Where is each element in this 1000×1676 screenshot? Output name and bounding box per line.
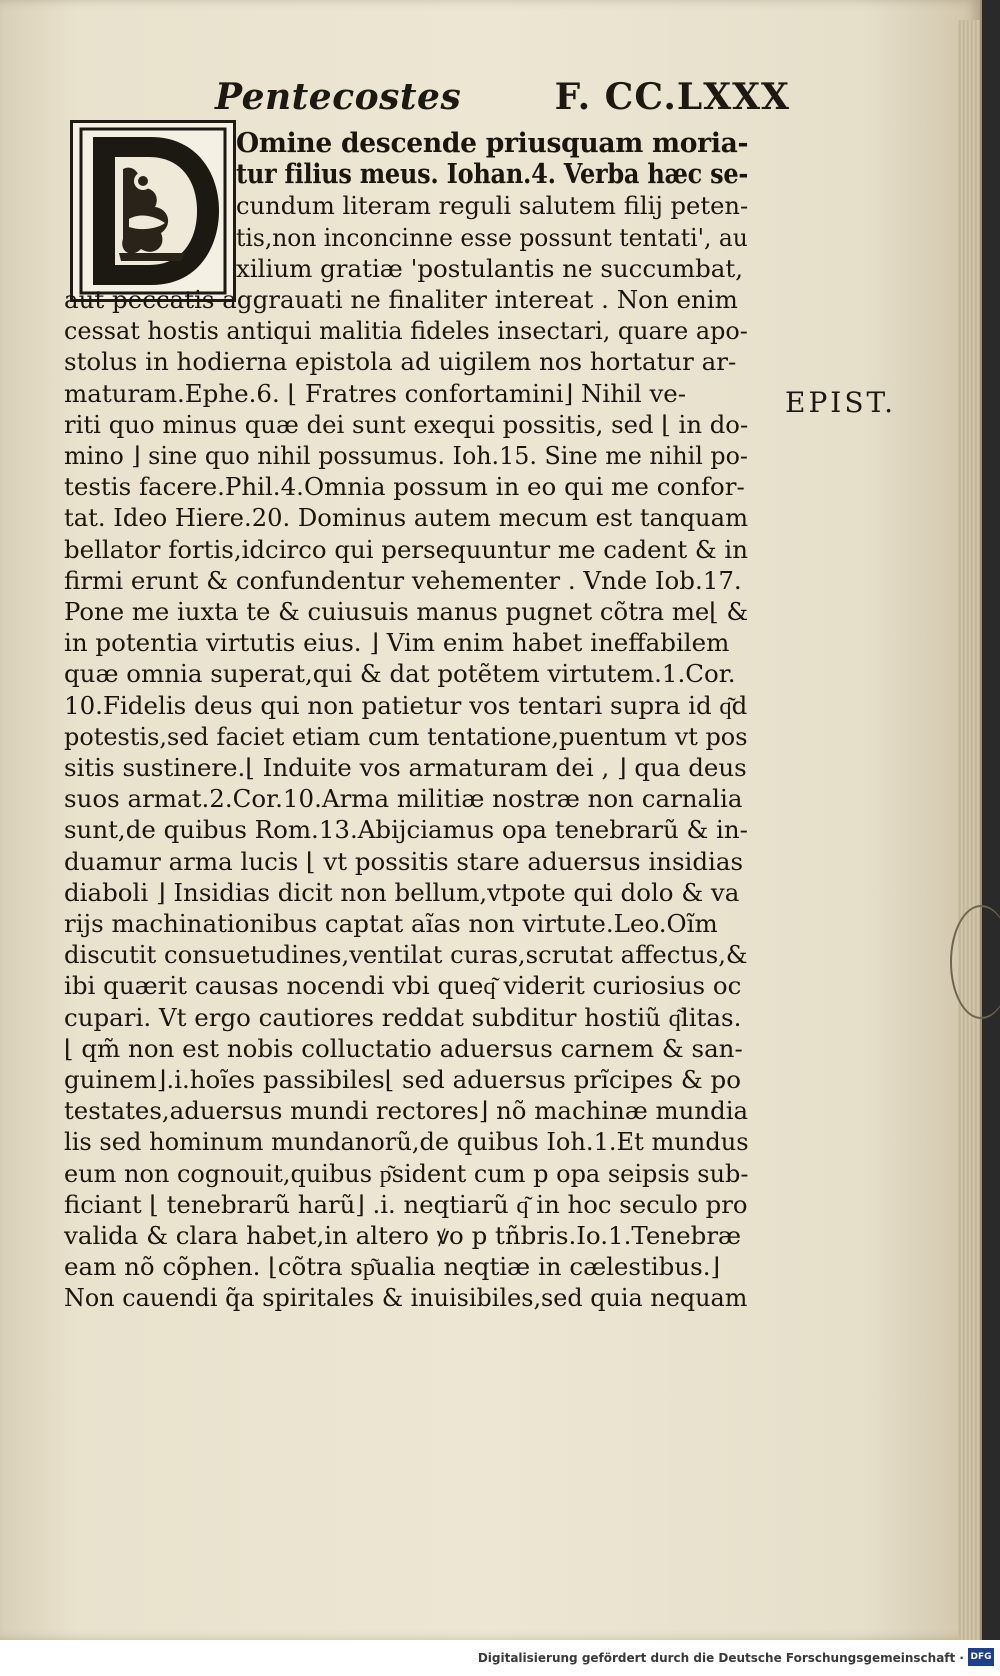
text-line: ibi quærit causas nocendi vbi queq͂ viderit curiosius oc [64,971,742,1000]
text-line: aut peccatis aggrauati ne finaliter intereat . Non enim [64,285,738,314]
text-line: tat. Ideo Hiere.20. Dominus autem mecum est tanquam [64,503,749,532]
text-line: maturam.Ephe.6. ⌊ Fratres confortamini⌋ Nihil ve- [64,379,687,408]
text-line: cundum literam reguli salutem filij peten- [236,191,749,220]
text-line: ⌊ qm̃ non est nobis colluctatio aduersus carnem & san- [64,1034,743,1063]
text-line: cupari. Vt ergo cautiores reddat subditur hostiũ q͂litas. [64,1003,742,1032]
footer-bar [0,1640,1000,1676]
running-title: Pentecostes [215,76,462,118]
text-line: quæ omnia superat,qui & dat potẽtem virtutem.1.Cor. [64,659,736,688]
text-line: valida & clara habet,in altero ꝟo p tñbris.Io.1.Tenebræ [64,1221,742,1250]
text-line: potestis,sed faciet etiam cum tentatione,puentum vt pos [64,722,748,751]
text-line: xilium gratiæ 'postulantis ne succumbat, [236,254,744,283]
text-line: eum non cognouit,quibus p͂sident cum p opa seipsis sub- [64,1159,749,1188]
text-line: sitis sustinere.⌊ Induite vos armaturam dei , ⌋ qua deus [64,753,747,782]
text-line: tur filius meus. Iohan.4. Verba hæc se- [236,159,749,190]
text-line: stolus in hodierna epistola ad uigilem nos hortatur ar- [64,347,737,376]
text-line: suos armat.2.Cor.10.Arma militiæ nostræ non carnalia [64,784,743,813]
text-line: in potentia virtutis eius. ⌋ Vim enim habet ineffabilem [64,628,730,657]
folio-number: F. CC.LXXX [554,76,790,118]
text-line: diaboli ⌋ Insidias dicit non bellum,vtpote qui dolo & va [64,878,740,907]
text-line: testates,aduersus mundi rectores⌋ nõ machinæ mundia [64,1096,749,1125]
text-line: tis,non inconcinne esse possunt tentati', au [236,223,748,252]
text-line: Non cauendi q̃a spiritales & inuisibiles,sed quia nequam [64,1283,748,1312]
dfg-logo-icon: DFG [968,1648,994,1666]
text-line: Pone me iuxta te & cuiusuis manus pugnet cõtra me⌊ & [64,597,749,626]
funding-credit: Digitalisierung gefördert durch die Deutsche Forschungsgemeinschaft · [477,1651,964,1665]
margin-note-epist: EPIST. [785,386,896,419]
text-line: rijs machinationibus captat aĩas non virtute.Leo.Oĩm [64,909,718,938]
text-line: testis facere.Phil.4.Omnia possum in eo qui me confor- [64,472,745,501]
text-line: firmi erunt & confundentur vehementer . Vnde Iob.17. [64,566,742,595]
text-line: Omine descende priusquam moria- [236,128,749,159]
text-line: ficiant ⌊ tenebrarũ harũ⌋ .i. neqtiarũ q͂ in hoc seculo pro [64,1190,748,1219]
text-line: eam nõ cõphen. ⌊cõtra sp͂ualia neqtiæ in cælestibus.⌋ [64,1252,721,1281]
text-line: sunt,de quibus Rom.13.Abijciamus opa tenebrarũ & in- [64,815,748,844]
text-line: riti quo minus quæ dei sunt exequi possitis, sed ⌊ in do- [64,410,749,439]
text-line: lis sed hominum mundanorũ,de quibus Ioh.1.Et mundus [64,1127,749,1156]
text-line: cessat hostis antiqui malitia fideles insectari, quare apo- [64,316,748,345]
text-line: mino ⌋ sine quo nihil possumus. Ioh.15. Sine me nihil po- [64,441,748,470]
text-line: 10.Fidelis deus qui non patietur vos tentari supra id q͂d [64,691,748,720]
text-line: duamur arma lucis ⌊ vt possitis stare aduersus insidias [64,847,744,876]
text-line: bellator fortis,idcirco qui persequuntur me cadent & in [64,535,748,564]
text-line: guinem⌋.i.hoĩes passibiles⌊ sed aduersus prĩcipes & po [64,1065,741,1094]
text-line: discutit consuetudines,ventilat curas,scrutat affectus,& [64,940,748,969]
